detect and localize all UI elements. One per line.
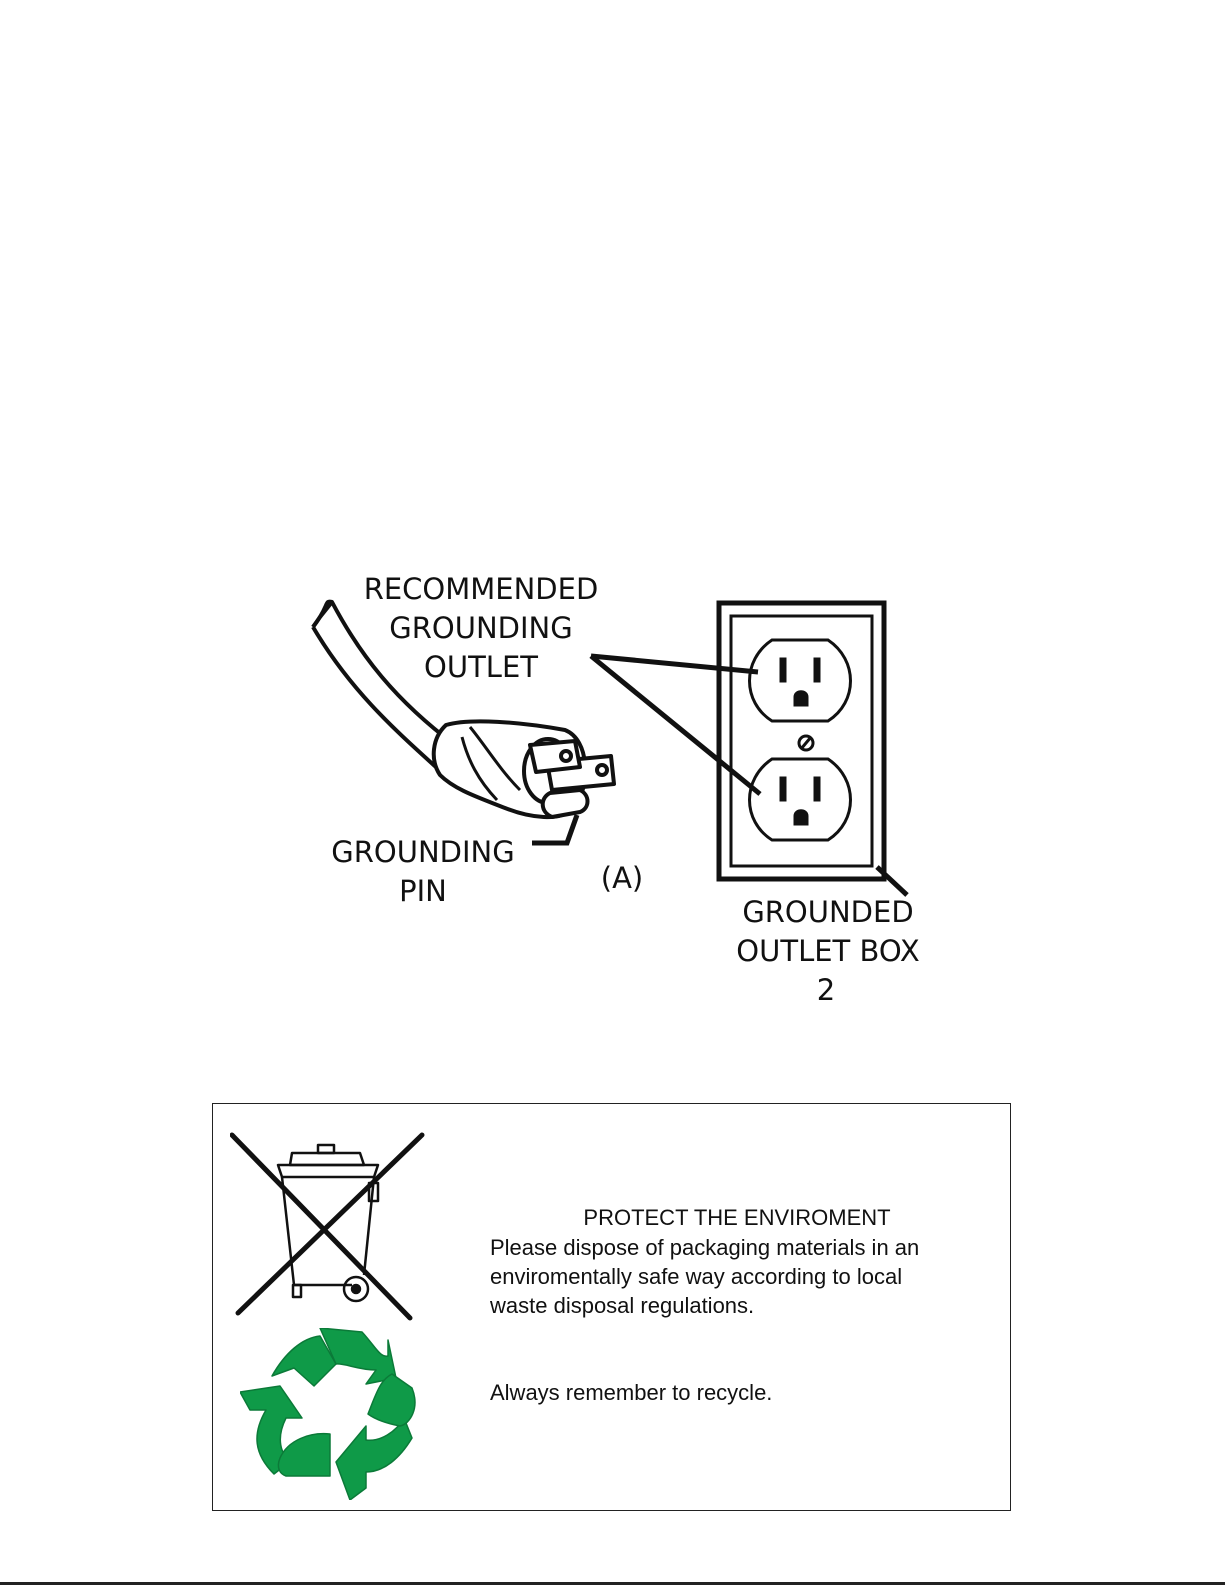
figure-label: (A) xyxy=(600,861,644,895)
label-line: RECOMMENDED xyxy=(363,572,599,606)
notice-title xyxy=(490,1205,984,1231)
notice-body-line: Please dispose of packaging materials in an xyxy=(490,1235,920,1260)
label-grounding-pin xyxy=(312,833,534,911)
grounding-pin-pointer xyxy=(532,815,577,843)
receptacle-bottom xyxy=(750,759,851,840)
label-recommended-grounding-outlet xyxy=(346,570,616,687)
recycle-icon xyxy=(240,1328,420,1500)
label-line: GROUNDED xyxy=(742,895,914,929)
label-grounded-outlet-box xyxy=(712,893,944,971)
plug-icon xyxy=(434,721,614,817)
label-line: PIN xyxy=(399,874,447,908)
label-line: GROUNDING xyxy=(389,611,573,645)
recycle-reminder: Always remember to recycle. xyxy=(490,1380,773,1405)
page-number: 2 xyxy=(816,973,836,1007)
notice-body-line: waste disposal regulations. xyxy=(490,1293,755,1318)
crossed-bin-icon xyxy=(230,1125,430,1325)
outlet-screw-icon xyxy=(799,736,813,750)
notice-title-text: PROTECT THE ENVIROMENT xyxy=(583,1205,891,1230)
label-line: OUTLET BOX xyxy=(736,934,920,968)
receptacle-top xyxy=(750,640,851,721)
label-line: OUTLET xyxy=(424,650,538,684)
notice-body-line: enviromentally safe way according to local xyxy=(490,1264,903,1289)
outlet-pointers xyxy=(591,656,760,794)
label-line: GROUNDING xyxy=(331,835,515,869)
notice-body xyxy=(490,1233,919,1320)
